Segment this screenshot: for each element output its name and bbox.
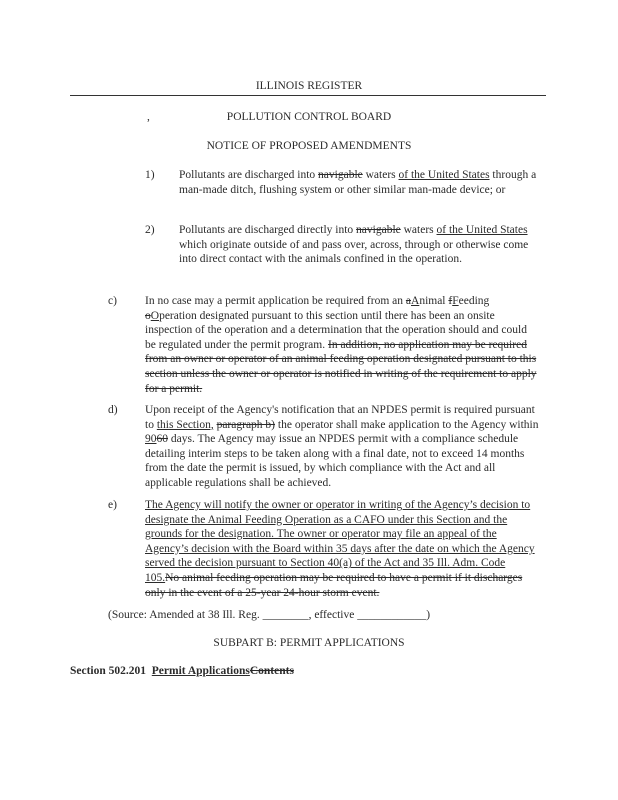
para-d-ins-days: 90	[145, 433, 157, 446]
source-text-3: )	[426, 609, 431, 621]
para-c-del-f: f	[448, 295, 453, 307]
para-c-label: c)	[108, 295, 117, 307]
item-2-number: 2)	[145, 224, 155, 236]
board-title: POLLUTION CONTROL BOARD	[226, 111, 392, 123]
para-c-text-3: eeding	[458, 295, 490, 307]
source-blank-2: ____________	[357, 609, 427, 621]
source-blank-1: ________	[262, 609, 309, 621]
para-e-deletion: No animal feeding operation may be required to have a permit if it discharges only in the event of a 25-year 24-hour storm event.	[145, 571, 523, 599]
item-1-number: 1)	[145, 169, 155, 181]
para-d-label: d)	[108, 404, 118, 416]
para-d-del-days: 60	[156, 433, 168, 446]
item-1-insertion: of the United States	[398, 169, 490, 181]
section-number: Section 502.201	[70, 665, 147, 677]
item-2-text-b: waters	[400, 224, 437, 236]
section-heading	[70, 664, 540, 679]
para-c-text-1: In no case may a permit application be required from an	[145, 295, 406, 307]
item-1-text	[179, 168, 537, 197]
item-1-text-c: through a man-made ditch, flushing system or other similar man-made device; or	[179, 169, 537, 196]
item-1-text-b: waters	[362, 169, 399, 181]
para-d-deletion: paragraph b)	[216, 418, 276, 431]
para-c-text	[145, 294, 539, 396]
para-e-label: e)	[108, 499, 117, 511]
register-title: ILLINOIS REGISTER	[255, 80, 363, 92]
para-e-insertion: The Agency will notify the owner or operator in writing of the Agency’s decision to designate the Animal Feeding Operation as a CAFO under this Section and the grounds for the designation. The owner or operator may file an appeal of the Agency’s decision with the Board within 35 days after the date on which the Agency served the decision pursuant to Section 40(a) of the Act and 35 Ill. Adm. Code 105.	[145, 499, 535, 584]
item-1-text-a: Pollutants are discharged into	[179, 169, 319, 181]
para-c-del-a: a	[405, 295, 411, 307]
para-d-text-3: the operator shall make application to the Agency within	[275, 418, 539, 431]
para-c-ins-f: F	[452, 295, 459, 307]
para-d-insertion: this Section,	[156, 418, 214, 431]
source-text-2: , effective	[308, 609, 358, 621]
para-c-deletion: In addition, no application may be required from an owner or operator of an animal feeding operation designated pursuant to this section unless the owner or operator is notified in writing of the requirement to apply for a permit.	[145, 338, 537, 395]
item-2-insertion: of the United States	[436, 224, 528, 236]
item-1-deletion: navigable	[318, 169, 363, 181]
item-2-text-c: which originate outside of and pass over, across, through or otherwise come into direct contact with the animals confined in the operation.	[179, 238, 529, 266]
source-note	[108, 608, 548, 623]
para-d-text-4: days. The Agency may issue an NPDES permit with a compliance schedule detailing interim steps to be taken along with a final date, not to exceed 14 months from the date the permit is issued, by which compliance with the Act and all applicable regulations shall be achieved.	[145, 433, 525, 489]
para-c-text-4: peration designated pursuant to this section until there has been an onsite inspection of the operation and a determination that the operation should and could be regulated under the permit program.	[145, 309, 527, 351]
section-title-insertion: Permit Applications	[151, 665, 250, 677]
source-text-1: (Source: Amended at 38 Ill. Reg.	[108, 609, 263, 621]
item-2-text	[179, 223, 537, 267]
notice-title: NOTICE OF PROPOSED AMENDMENTS	[206, 140, 412, 152]
header-rule	[70, 95, 546, 96]
stray-mark: ,	[147, 111, 150, 123]
section-title-deletion: Contents	[249, 665, 294, 677]
para-c-ins-o: O	[150, 309, 160, 322]
para-d-text-1: Upon receipt of the Agency's notification that an NPDES permit is required pursuant to	[145, 404, 535, 431]
para-e-text	[145, 498, 539, 600]
para-c-del-o: o	[145, 309, 151, 322]
para-c-ins-a: A	[411, 295, 420, 307]
item-2-deletion: navigable	[356, 224, 401, 236]
subpart-heading: SUBPART B: PERMIT APPLICATIONS	[213, 637, 405, 649]
item-2-text-a: Pollutants are discharged directly into	[179, 224, 357, 236]
para-c-text-2: nimal	[419, 295, 449, 307]
para-d-text	[145, 403, 539, 491]
